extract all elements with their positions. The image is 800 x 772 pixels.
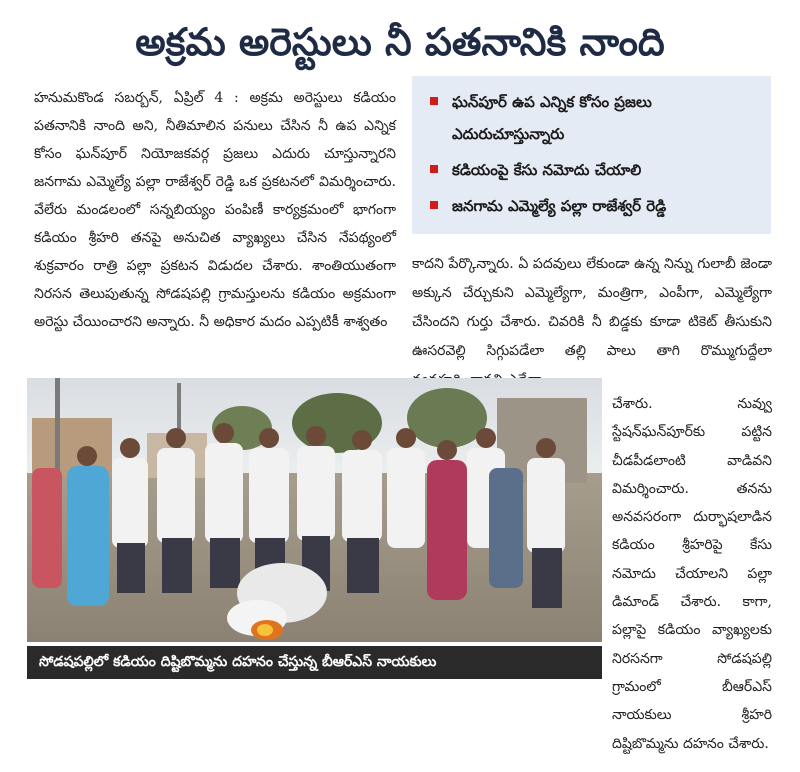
highlight-item [430,190,757,222]
highlight-item [430,86,757,150]
bullet-icon [430,201,438,209]
article-body-left [34,84,396,336]
news-photo [27,378,602,642]
article-body-right-bottom [612,376,772,772]
bullet-icon [430,165,438,173]
photo-caption: సోడషపల్లిలో కడియం దిష్టిబొమ్మను దహనం చేస్తున్న బీఆర్ఎస్ నాయకులు [27,646,602,679]
highlights-box [412,76,771,234]
protest-photo-illustration [27,378,602,642]
right-column-top-text: కాదని పేర్కొన్నారు. ఏ పదవులు లేకుండా ఉన్న నిన్ను గులాబీ జెండా అక్కున చేర్చుకుని ఎమ్మెల్యేగా, మంత్రిగా, ఎంపీగా, ఎమ్మెల్యేగా చేసిందని గుర్తు చేశారు. చివరికి నీ బిడ్డకు కూడా టికెట్ తీసుకుని ఊసరవెల్లి సిగ్గుపడేలా తల్లి పాలు తాగి రొమ్ముగుద్దేలా [412,256,772,359]
article-headline: అక్రమ అరెస్టులు నీ పతనానికి నాంది [135,20,665,64]
highlight-text: జనగామ ఎమ్మెల్యే పల్లా రాజేశ్వర్ రెడ్డి [452,197,667,215]
highlight-text: కడియంపై కేసు నమోదు చేయాలి [452,161,642,179]
bullet-icon [430,97,438,105]
highlight-text: ఘన్‌పూర్ ఉప ఎన్నిక కోసం ప్రజలు ఎదురుచూస్తున్నారు [452,93,652,143]
left-column-text: హనుమకొండ సబర్బన్, ఏప్రిల్ 4 : అక్రమ అరెస్టులు కడియం పతనానికి నాంది అని, నీతిమాలిన పనులు చేసిన నీ ఉప ఎన్నిక కోసం ఘన్‌పూర్ నియోజకవర్గ ప్రజలు ఎదురు చూస్తున్నారని జనగామ ఎమ్మెల్యే పల్లా రాజేశ్వర్ రెడ్డి ఒక ప్రకటనలో విమర్శించారు. వేలేరు మండలంలో సన్నబియ్యం పంపిణీ కార్యక్రమంలో భాగంగా కడియం శ్రీహరి తనపై అనుచిత వ్యాఖ్యలు చేసిన నేపథ్యంలో శుక్రవారం రాత్రి పల్లా ప్రకటన విడుదల చేశారు. శాంతియుతంగా నిరసన తెలుపుతున్న సోడషపల్లి గ్రామస్తులను కడియం అక్రమంగా అరెస్టు చేయించారని అన్నారు. నీ అధికార మదం ఎప్పటికీ శాశ్వతం [34,90,396,330]
right-column-bottom-text: చేశారు. నువ్వు స్టేషన్‌ఘన్‌పూర్‌కు పట్టిన చీడపీడలాంటి వాడివని విమర్శించారు. తనను అనవసరంగా దుర్భాషలాడిన కడియం శ్రీహరిపై కేసు నమోదు చేయాలని పల్లా డిమాండ్ చేశారు. కాగా, పల్లాపై కడియం వ్యాఖ్యలకు నిరసనగా సోడషపల్లి గ్రామంలో బీఆర్ఎస్ నాయకులు శ్రీహరి దిష్టిబొమ్మను దహనం చేశారు. [612,396,772,752]
highlight-item [430,154,757,186]
